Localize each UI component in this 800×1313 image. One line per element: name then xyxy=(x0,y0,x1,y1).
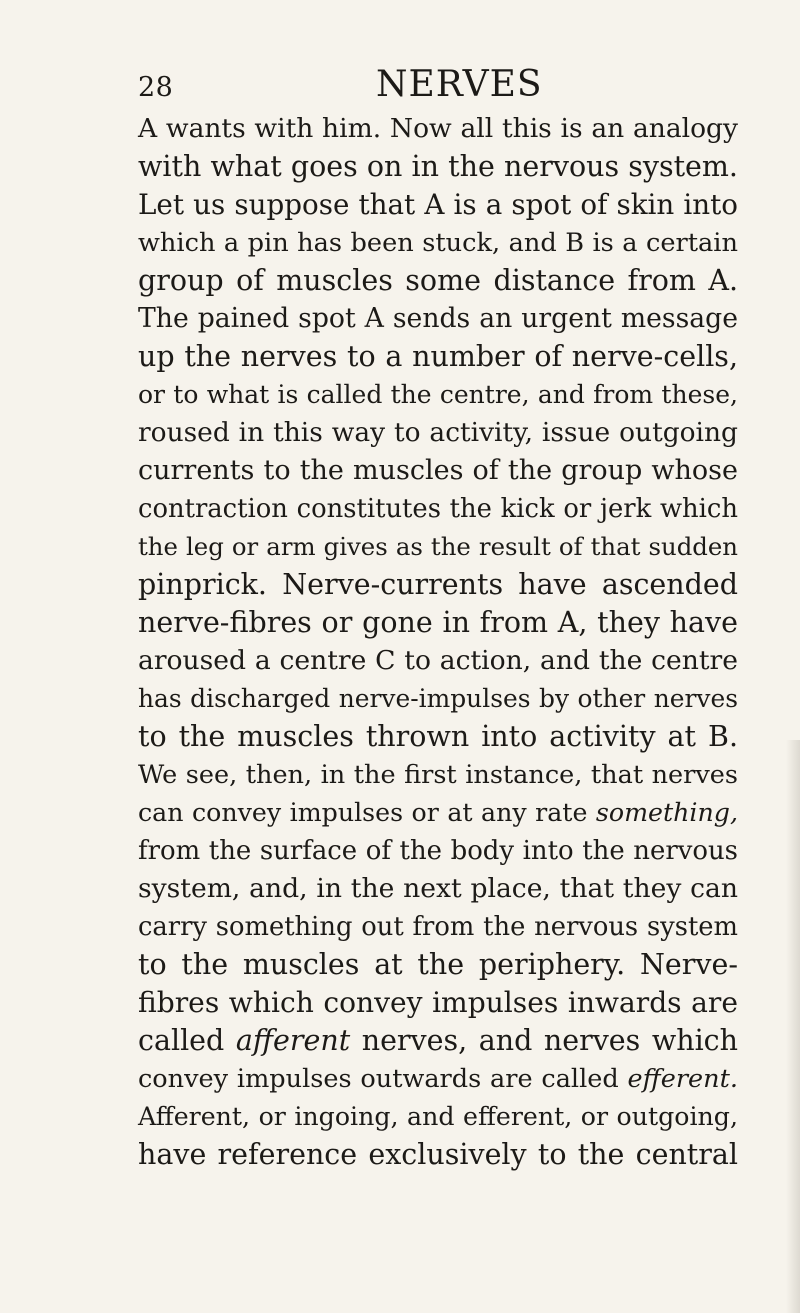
italic-word: efferent. xyxy=(627,1064,738,1094)
text-line: Afferent, or ingoing, and efferent, or outgoing, xyxy=(138,1102,738,1131)
text-line: nerve-fibres or gone in from A, they have xyxy=(138,606,738,639)
text-line: which a pin has been stuck, and B is a certain xyxy=(138,228,738,258)
text-line: fibres which convey impulses inwards are xyxy=(138,986,738,1019)
italic-word: something, xyxy=(595,798,738,827)
text-line: group of muscles some distance from A. xyxy=(138,264,738,297)
page-header xyxy=(138,64,738,114)
page-edge-shadow xyxy=(786,740,800,1313)
text-line: We see, then, in the first instance, that nerves xyxy=(138,760,738,790)
text-line: to the muscles thrown into activity at B. xyxy=(138,720,738,753)
text-line: Let us suppose that A is a spot of skin into xyxy=(138,188,738,221)
text-line: currents to the muscles of the group whose xyxy=(138,455,738,486)
text-line: contraction constitutes the kick or jerk which xyxy=(138,494,738,524)
text-segment: called xyxy=(138,1024,236,1057)
text-line: from the surface of the body into the nervous xyxy=(138,836,738,866)
text-segment: can convey impulses or at any rate xyxy=(138,798,596,827)
text-line: or to what is called the centre, and from these, xyxy=(138,380,738,409)
text-line: has discharged nerve-impulses by other nerves xyxy=(138,684,738,713)
text-line: the leg or arm gives as the result of that sudden xyxy=(138,532,738,561)
text-line: roused in this way to activity, issue outgoing xyxy=(138,417,738,448)
text-line: to the muscles at the periphery. Nerve- xyxy=(138,948,738,981)
text-line: with what goes on in the nervous system. xyxy=(138,150,738,183)
text-segment: convey impulses outwards are called xyxy=(138,1064,628,1094)
running-title: NERVES xyxy=(376,64,543,105)
text-line: system, and, in the next place, that they can xyxy=(138,873,738,904)
text-line: have reference exclusively to the central xyxy=(138,1138,738,1171)
text-line: The pained spot A sends an urgent message xyxy=(138,303,738,334)
italic-word: afferent xyxy=(235,1024,351,1057)
text-line: A wants with him. Now all this is an analogy xyxy=(138,113,738,144)
text-line: carry something out from the nervous system xyxy=(138,912,738,942)
text-line: pinprick. Nerve-currents have ascended xyxy=(138,568,738,601)
page-number: 28 xyxy=(138,72,174,103)
text-line xyxy=(138,1022,738,1060)
body-text xyxy=(138,110,738,1174)
text-segment: nerves, and nerves which xyxy=(350,1024,738,1057)
text-line: aroused a centre C to action, and the centre xyxy=(138,645,738,676)
text-line xyxy=(138,1060,738,1098)
text-line: up the nerves to a number of nerve-cells, xyxy=(138,340,738,373)
text-line xyxy=(138,794,738,832)
